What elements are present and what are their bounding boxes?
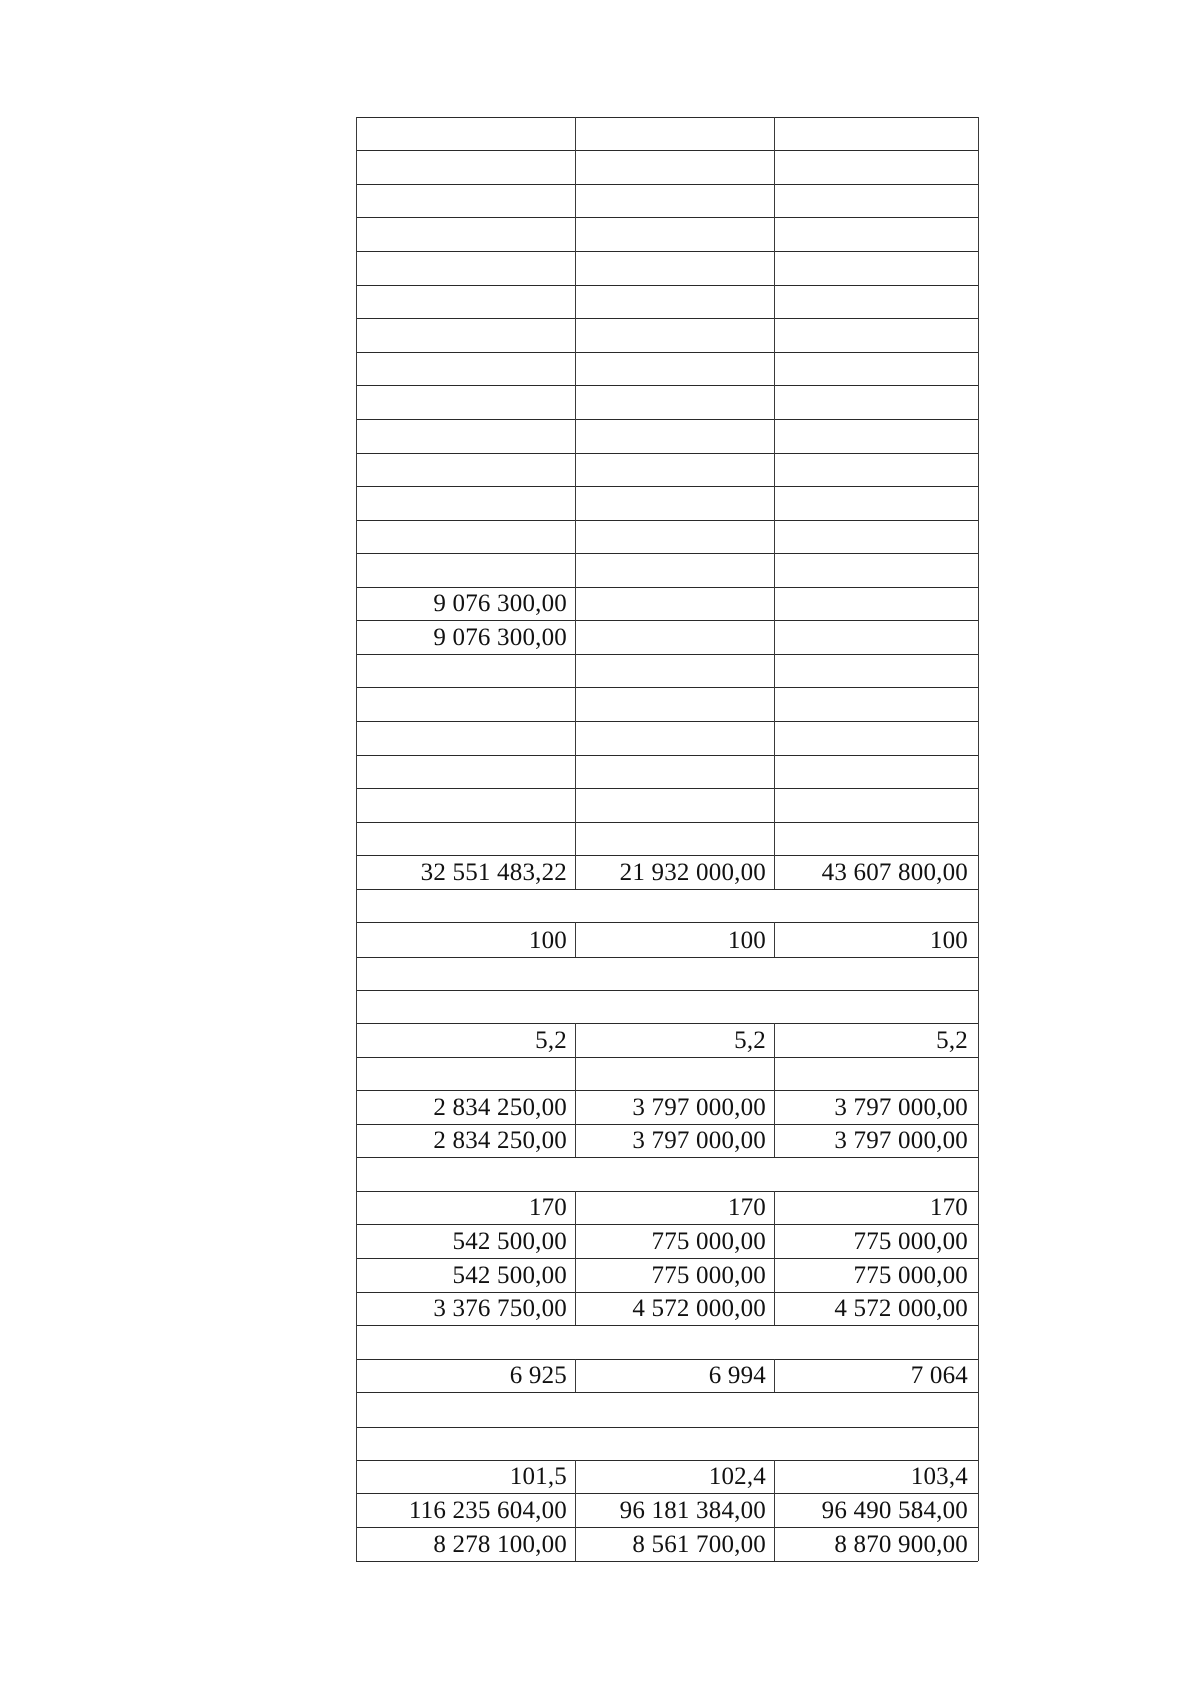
table-border bbox=[356, 385, 357, 419]
table-cell bbox=[358, 1059, 567, 1089]
table-cell bbox=[576, 690, 766, 720]
column-separator bbox=[774, 687, 775, 721]
column-separator bbox=[774, 184, 775, 217]
column-separator bbox=[774, 520, 775, 553]
table-cell bbox=[778, 522, 968, 552]
table-cell bbox=[576, 522, 766, 552]
table-cell bbox=[576, 153, 766, 183]
table-cell: 3 376 750,00 bbox=[433, 1295, 567, 1322]
table-cell bbox=[358, 1160, 567, 1190]
table-cell bbox=[778, 891, 968, 921]
table-cell bbox=[778, 153, 968, 183]
table-cell bbox=[576, 824, 766, 854]
table-cell bbox=[778, 556, 968, 586]
table-rule bbox=[356, 453, 978, 454]
table-border bbox=[356, 855, 357, 889]
table-border bbox=[356, 1191, 357, 1224]
table-rule bbox=[356, 788, 978, 789]
table-cell: 101,5 bbox=[509, 1463, 567, 1490]
table-rule bbox=[356, 1527, 978, 1528]
table-border bbox=[356, 1224, 357, 1258]
table-cell bbox=[778, 1328, 968, 1358]
table-rule bbox=[356, 1427, 978, 1428]
table-cell bbox=[576, 422, 766, 452]
table-cell bbox=[576, 757, 766, 787]
column-separator bbox=[774, 755, 775, 788]
table-cell bbox=[358, 556, 567, 586]
table-cell bbox=[778, 656, 968, 686]
table-cell bbox=[576, 321, 766, 351]
table-cell bbox=[576, 891, 766, 921]
table-rule bbox=[356, 1359, 978, 1360]
table-border bbox=[356, 520, 357, 553]
table-cell: 775 000,00 bbox=[651, 1262, 766, 1289]
table-cell bbox=[576, 1429, 766, 1459]
table-cell bbox=[576, 186, 766, 216]
column-separator bbox=[774, 486, 775, 520]
table-rule bbox=[356, 654, 978, 655]
table-border bbox=[356, 822, 357, 855]
table-border bbox=[356, 1493, 357, 1527]
table-cell bbox=[576, 791, 766, 821]
table-border bbox=[356, 1527, 357, 1561]
table-border bbox=[356, 957, 357, 990]
table-cell bbox=[576, 354, 766, 384]
table-cell: 8 561 700,00 bbox=[632, 1531, 766, 1558]
column-separator bbox=[774, 1023, 775, 1057]
table-cell bbox=[358, 1429, 567, 1459]
table-rule bbox=[356, 1292, 978, 1293]
table-cell: 170 bbox=[727, 1194, 766, 1221]
table-cell bbox=[778, 119, 968, 149]
column-separator bbox=[774, 217, 775, 251]
table-cell bbox=[778, 1396, 968, 1426]
column-separator bbox=[774, 1057, 775, 1090]
table-rule bbox=[356, 1157, 978, 1158]
table-cell: 775 000,00 bbox=[853, 1228, 968, 1255]
table-rule bbox=[356, 1561, 978, 1562]
table-cell bbox=[576, 1328, 766, 1358]
table-border bbox=[978, 318, 979, 352]
table-cell bbox=[778, 757, 968, 787]
table-rule bbox=[356, 889, 978, 890]
table-cell bbox=[576, 992, 766, 1022]
table-cell: 2 834 250,00 bbox=[433, 1094, 567, 1121]
table-cell bbox=[778, 220, 968, 250]
table-border bbox=[356, 1325, 357, 1359]
table-cell bbox=[358, 153, 567, 183]
column-separator bbox=[774, 822, 775, 855]
table-cell: 21 932 000,00 bbox=[619, 859, 766, 886]
table-border bbox=[978, 721, 979, 755]
column-separator bbox=[774, 587, 775, 620]
column-separator bbox=[774, 1124, 775, 1157]
table-cell bbox=[778, 992, 968, 1022]
table-border bbox=[978, 453, 979, 486]
table-rule bbox=[356, 855, 978, 856]
table-rule bbox=[356, 1460, 978, 1461]
table-rule bbox=[356, 1325, 978, 1326]
table-cell bbox=[778, 959, 968, 989]
table-cell bbox=[358, 422, 567, 452]
table-cell: 100 bbox=[727, 927, 766, 954]
table-border bbox=[356, 1090, 357, 1124]
table-cell bbox=[358, 724, 567, 754]
table-border bbox=[978, 957, 979, 990]
column-separator bbox=[774, 654, 775, 687]
column-separator bbox=[774, 117, 775, 150]
table-rule bbox=[356, 520, 978, 521]
table-rule bbox=[356, 486, 978, 487]
table-border bbox=[978, 184, 979, 217]
table-rule bbox=[356, 285, 978, 286]
table-cell bbox=[358, 824, 567, 854]
table-border bbox=[978, 788, 979, 822]
table-cell: 100 bbox=[929, 927, 968, 954]
table-cell bbox=[778, 589, 968, 619]
table-cell bbox=[576, 656, 766, 686]
table-cell: 3 797 000,00 bbox=[632, 1094, 766, 1121]
column-separator bbox=[774, 1527, 775, 1561]
table-cell bbox=[778, 489, 968, 519]
table-rule bbox=[356, 755, 978, 756]
table-cell bbox=[576, 388, 766, 418]
table-border bbox=[356, 1157, 357, 1191]
table-border bbox=[356, 687, 357, 721]
table-rule bbox=[356, 385, 978, 386]
table-border bbox=[356, 587, 357, 620]
table-rule bbox=[356, 318, 978, 319]
table-border bbox=[978, 1493, 979, 1527]
table-cell: 100 bbox=[528, 927, 567, 954]
table-border bbox=[978, 1460, 979, 1493]
table-rule bbox=[356, 150, 978, 151]
column-separator bbox=[774, 1460, 775, 1493]
table-border bbox=[356, 990, 357, 1023]
table-cell bbox=[358, 388, 567, 418]
table-cell: 542 500,00 bbox=[452, 1228, 567, 1255]
table-border bbox=[356, 1427, 357, 1460]
table-rule bbox=[356, 822, 978, 823]
table-cell bbox=[358, 522, 567, 552]
table-cell bbox=[576, 623, 766, 653]
table-cell bbox=[778, 1160, 968, 1190]
table-cell bbox=[778, 791, 968, 821]
table-border bbox=[356, 1057, 357, 1090]
table-cell bbox=[576, 119, 766, 149]
table-rule bbox=[356, 1023, 978, 1024]
table-cell: 103,4 bbox=[910, 1463, 968, 1490]
table-cell bbox=[576, 1160, 766, 1190]
column-separator bbox=[774, 1359, 775, 1392]
column-separator bbox=[774, 1090, 775, 1124]
table-cell bbox=[576, 589, 766, 619]
column-separator bbox=[774, 352, 775, 385]
table-cell bbox=[576, 220, 766, 250]
table-border bbox=[978, 1124, 979, 1157]
column-separator bbox=[774, 150, 775, 184]
table-border bbox=[356, 1392, 357, 1427]
table-cell bbox=[778, 321, 968, 351]
table-cell: 9 076 300,00 bbox=[433, 624, 567, 651]
table-rule bbox=[356, 1057, 978, 1058]
table-cell bbox=[358, 757, 567, 787]
table-border bbox=[356, 285, 357, 318]
table-border bbox=[356, 318, 357, 352]
table-border bbox=[356, 620, 357, 654]
table-rule bbox=[356, 721, 978, 722]
column-separator bbox=[774, 1191, 775, 1224]
table-cell bbox=[778, 690, 968, 720]
table-cell bbox=[358, 959, 567, 989]
table-cell: 102,4 bbox=[708, 1463, 766, 1490]
table-rule bbox=[356, 1191, 978, 1192]
table-border bbox=[978, 822, 979, 855]
table-rule bbox=[356, 1493, 978, 1494]
table-rule bbox=[356, 1392, 978, 1393]
table-cell: 775 000,00 bbox=[853, 1262, 968, 1289]
table-border bbox=[356, 553, 357, 587]
table-border bbox=[978, 217, 979, 251]
table-cell bbox=[358, 354, 567, 384]
table-cell: 170 bbox=[929, 1194, 968, 1221]
table-border bbox=[978, 922, 979, 957]
table-rule bbox=[356, 620, 978, 621]
table-border bbox=[356, 922, 357, 957]
table-rule bbox=[356, 922, 978, 923]
table-border bbox=[356, 654, 357, 687]
table-cell bbox=[358, 119, 567, 149]
table-cell: 96 181 384,00 bbox=[619, 1497, 766, 1524]
table-rule bbox=[356, 587, 978, 588]
table-border bbox=[356, 1124, 357, 1157]
table-border bbox=[978, 117, 979, 150]
table-border bbox=[978, 855, 979, 889]
table-cell bbox=[576, 287, 766, 317]
table-cell: 2 834 250,00 bbox=[433, 1127, 567, 1154]
table-border bbox=[978, 520, 979, 553]
table-border bbox=[356, 788, 357, 822]
column-separator bbox=[774, 855, 775, 889]
table-rule bbox=[356, 251, 978, 252]
table-border bbox=[356, 150, 357, 184]
table-border bbox=[356, 117, 357, 150]
column-separator bbox=[774, 1292, 775, 1325]
table-cell: 3 797 000,00 bbox=[632, 1127, 766, 1154]
table-cell bbox=[358, 891, 567, 921]
table-border bbox=[356, 755, 357, 788]
table-cell bbox=[576, 959, 766, 989]
table-border bbox=[978, 1359, 979, 1392]
table-cell bbox=[358, 656, 567, 686]
table-border bbox=[356, 1460, 357, 1493]
column-separator bbox=[774, 453, 775, 486]
table-cell bbox=[358, 1328, 567, 1358]
table-cell bbox=[778, 623, 968, 653]
table-rule bbox=[356, 217, 978, 218]
table-cell: 170 bbox=[528, 1194, 567, 1221]
table-border bbox=[978, 654, 979, 687]
table-cell: 5,2 bbox=[734, 1027, 766, 1054]
table-cell bbox=[778, 1059, 968, 1089]
table-rule bbox=[356, 1258, 978, 1259]
table-cell bbox=[778, 1429, 968, 1459]
table-rule bbox=[356, 687, 978, 688]
table-cell bbox=[358, 186, 567, 216]
numeric-table bbox=[356, 117, 978, 1567]
column-separator bbox=[774, 1258, 775, 1292]
table-rule bbox=[356, 419, 978, 420]
table-border bbox=[978, 1090, 979, 1124]
table-cell: 7 064 bbox=[910, 1362, 968, 1389]
table-border bbox=[978, 486, 979, 520]
table-border bbox=[978, 285, 979, 318]
table-cell bbox=[778, 824, 968, 854]
table-rule bbox=[356, 352, 978, 353]
table-cell: 8 278 100,00 bbox=[433, 1531, 567, 1558]
table-cell bbox=[778, 354, 968, 384]
table-cell bbox=[778, 186, 968, 216]
table-border bbox=[356, 1258, 357, 1292]
table-border bbox=[356, 889, 357, 922]
column-separator bbox=[774, 285, 775, 318]
table-border bbox=[978, 553, 979, 587]
table-border bbox=[978, 1057, 979, 1090]
table-cell bbox=[778, 388, 968, 418]
table-cell bbox=[358, 1396, 567, 1426]
table-rule bbox=[356, 117, 978, 118]
column-separator bbox=[774, 922, 775, 957]
table-border bbox=[356, 1359, 357, 1392]
table-cell bbox=[778, 724, 968, 754]
table-cell: 542 500,00 bbox=[452, 1262, 567, 1289]
column-separator bbox=[774, 1493, 775, 1527]
table-border bbox=[356, 721, 357, 755]
table-cell: 8 870 900,00 bbox=[834, 1531, 968, 1558]
table-cell: 5,2 bbox=[936, 1027, 968, 1054]
table-border bbox=[356, 419, 357, 453]
table-border bbox=[356, 217, 357, 251]
table-border bbox=[978, 1392, 979, 1427]
table-border bbox=[978, 1427, 979, 1460]
table-cell: 4 572 000,00 bbox=[632, 1295, 766, 1322]
table-cell bbox=[358, 254, 567, 284]
table-border bbox=[978, 251, 979, 285]
table-cell bbox=[576, 489, 766, 519]
table-cell: 96 490 584,00 bbox=[821, 1497, 968, 1524]
table-rule bbox=[356, 957, 978, 958]
table-cell: 4 572 000,00 bbox=[834, 1295, 968, 1322]
table-cell bbox=[576, 1059, 766, 1089]
table-cell bbox=[358, 455, 567, 485]
table-border bbox=[978, 1191, 979, 1224]
table-cell bbox=[778, 254, 968, 284]
column-separator bbox=[774, 318, 775, 352]
column-separator bbox=[774, 788, 775, 822]
table-cell: 32 551 483,22 bbox=[420, 859, 567, 886]
table-cell bbox=[358, 489, 567, 519]
table-cell bbox=[358, 321, 567, 351]
table-cell bbox=[778, 422, 968, 452]
table-cell bbox=[778, 455, 968, 485]
table-cell: 6 994 bbox=[708, 1362, 766, 1389]
table-cell bbox=[576, 1396, 766, 1426]
column-separator bbox=[774, 251, 775, 285]
table-cell: 6 925 bbox=[509, 1362, 567, 1389]
table-cell bbox=[778, 287, 968, 317]
table-border bbox=[356, 1023, 357, 1057]
table-cell bbox=[576, 455, 766, 485]
column-separator bbox=[774, 1224, 775, 1258]
table-border bbox=[356, 1292, 357, 1325]
table-border bbox=[978, 1258, 979, 1292]
table-cell: 116 235 604,00 bbox=[408, 1497, 567, 1524]
table-cell bbox=[576, 254, 766, 284]
column-separator bbox=[774, 620, 775, 654]
column-separator bbox=[774, 419, 775, 453]
table-border bbox=[978, 385, 979, 419]
table-cell bbox=[358, 791, 567, 821]
table-border bbox=[978, 1023, 979, 1057]
table-cell: 5,2 bbox=[535, 1027, 567, 1054]
table-cell bbox=[358, 287, 567, 317]
table-border bbox=[978, 419, 979, 453]
table-border bbox=[978, 1325, 979, 1359]
table-cell: 3 797 000,00 bbox=[834, 1127, 968, 1154]
table-rule bbox=[356, 1224, 978, 1225]
table-border bbox=[978, 1292, 979, 1325]
table-cell: 43 607 800,00 bbox=[821, 859, 968, 886]
table-rule bbox=[356, 184, 978, 185]
column-separator bbox=[774, 385, 775, 419]
table-border bbox=[356, 486, 357, 520]
table-border bbox=[978, 1157, 979, 1191]
table-cell bbox=[358, 690, 567, 720]
table-cell bbox=[576, 556, 766, 586]
table-cell bbox=[358, 992, 567, 1022]
table-rule bbox=[356, 1090, 978, 1091]
column-separator bbox=[774, 721, 775, 755]
table-border bbox=[356, 352, 357, 385]
table-border bbox=[978, 1527, 979, 1561]
table-cell: 775 000,00 bbox=[651, 1228, 766, 1255]
table-border bbox=[978, 687, 979, 721]
table-border bbox=[356, 453, 357, 486]
table-cell bbox=[576, 724, 766, 754]
table-rule bbox=[356, 1124, 978, 1125]
table-rule bbox=[356, 990, 978, 991]
table-cell: 9 076 300,00 bbox=[433, 590, 567, 617]
table-border bbox=[978, 1224, 979, 1258]
column-separator bbox=[774, 553, 775, 587]
table-border bbox=[978, 755, 979, 788]
table-rule bbox=[356, 553, 978, 554]
table-border bbox=[978, 620, 979, 654]
table-border bbox=[356, 184, 357, 217]
table-border bbox=[978, 889, 979, 922]
table-cell bbox=[358, 220, 567, 250]
table-border bbox=[978, 352, 979, 385]
table-border bbox=[356, 251, 357, 285]
table-border bbox=[978, 990, 979, 1023]
table-cell: 3 797 000,00 bbox=[834, 1094, 968, 1121]
table-border bbox=[978, 587, 979, 620]
table-border bbox=[978, 150, 979, 184]
